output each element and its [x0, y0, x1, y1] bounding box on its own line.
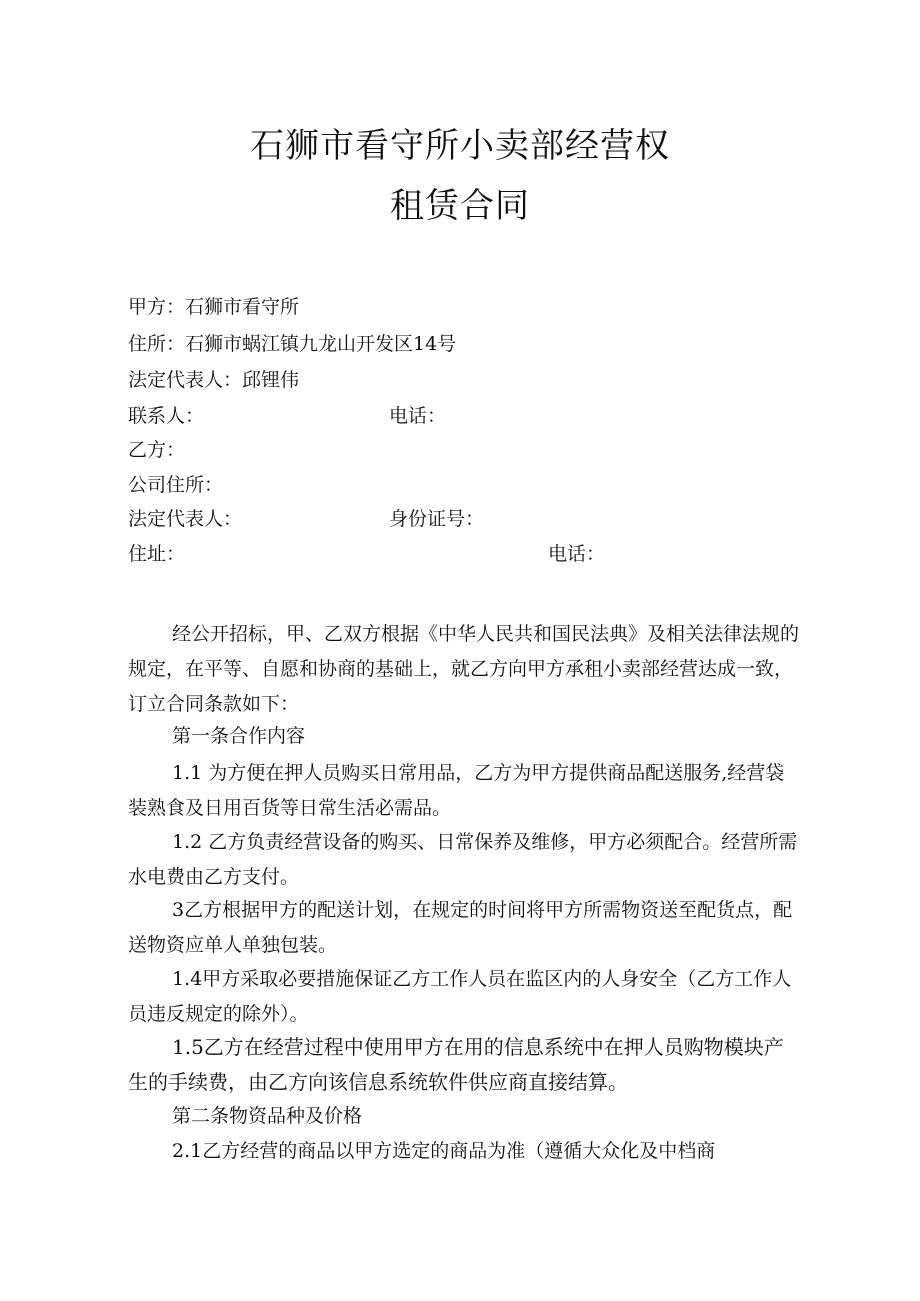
document-title-line2: 租赁合同 [390, 186, 530, 226]
party-b: 乙方： [128, 439, 186, 461]
clause-1-4: 1.4甲方采取必要措施保证乙方工作人员在监区内的人身安全（乙方工作人员违反规定的除外）。 [128, 968, 792, 1025]
party-b-company-address: 公司住所： [128, 474, 224, 496]
clause-1-3: 3乙方根据甲方的配送计划，在规定的时间将甲方所需物资送至配货点，配送物资应单人单独包装。 [128, 899, 793, 956]
party-b-id-number: 身份证号： [389, 508, 485, 530]
clause-1-1: 1.1 为方便在押人员购买日常用品，乙方为甲方提供商品配送服务,经营袋装熟食及日用百货等日常生活必需品。 [128, 762, 785, 819]
document-title-line1: 石狮市看守所小卖部经营权 [250, 126, 670, 166]
clause-1-2: 1.2 乙方负责经营设备的购买、日常保养及维修，甲方必须配合。经营所需水电费由乙方支付。 [128, 831, 798, 888]
party-a-contact: 联系人： [128, 405, 205, 427]
party-a: 甲方：石狮市看守所 [128, 296, 300, 318]
clause-2-1: 2.1乙方经营的商品以甲方选定的商品为准（遵循大众化及中档商 [172, 1140, 716, 1162]
article-2-heading: 第二条物资品种及价格 [172, 1105, 363, 1127]
article-1-heading: 第一条合作内容 [172, 725, 306, 747]
party-a-phone: 电话： [389, 405, 447, 427]
party-a-legal-rep: 法定代表人：邱锂伟 [128, 369, 300, 391]
clause-1-5: 1.5乙方在经营过程中使用甲方在用的信息系统中在押人员购物模块产生的手续费，由乙方向该信息系统软件供应商直接结算。 [128, 1035, 784, 1094]
party-b-legal-rep: 法定代表人： [128, 508, 243, 530]
party-a-address: 住所：石狮市蜗江镇九龙山开发区14号 [128, 333, 457, 355]
intro-paragraph: 经公开招标，甲、乙双方根据《中华人民共和国民法典》及相关法律法规的规定，在平等、自愿和协商的基础上，就乙方向甲方承租小卖部经营达成一致，订立合同条款如下： [128, 623, 800, 715]
party-b-phone: 电话： [548, 543, 606, 565]
party-b-residence: 住址： [128, 543, 186, 565]
